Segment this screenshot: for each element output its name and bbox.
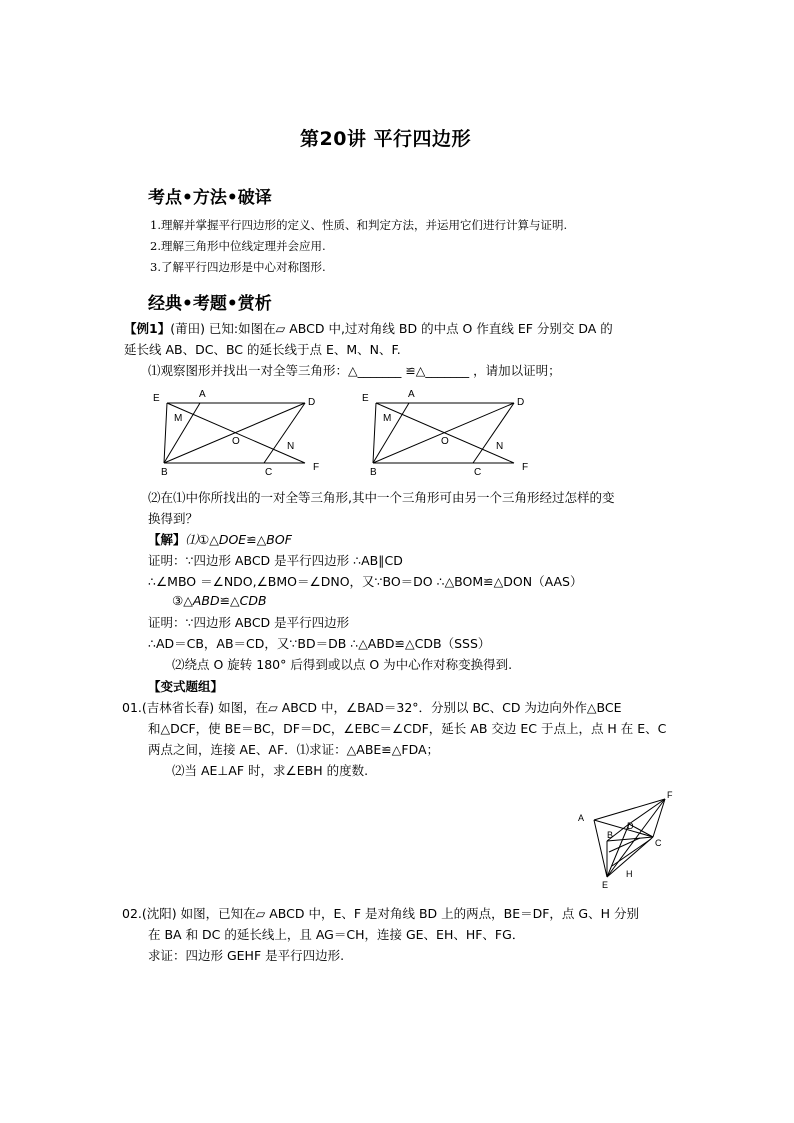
label-F: F: [667, 790, 673, 800]
solution-line-6: ∴AD＝CB，AB＝CD，又∵BD＝DB ∴△ABD≌△CDB（SSS）: [148, 636, 491, 651]
label-B: B: [161, 467, 168, 478]
label-F: F: [522, 462, 529, 473]
list-item: 3.了解平行四边形是中心对称图形.: [150, 260, 326, 274]
label-M: M: [174, 413, 183, 424]
label-B: B: [607, 830, 614, 840]
label-O: O: [441, 436, 449, 447]
problem-01-line-3: 两点之间，连接 AE、AF．⑴求证：△ABE≌△FDA；: [148, 742, 440, 757]
problem-02-line-3: 求证：四边形 GEHF 是平行四边形.: [148, 948, 345, 963]
label-C: C: [655, 838, 662, 848]
problem-01-line-2: 和△DCF，使 BE＝BC，DF＝DC，∠EBC＝∠CDF，延长 AB 交边 EC 于点上，点 H 在 E、C: [148, 721, 667, 736]
label-A: A: [578, 813, 585, 823]
label-F: F: [313, 462, 320, 473]
label-A: A: [199, 389, 206, 400]
problem-number: 01.: [122, 700, 142, 715]
label-D: D: [627, 821, 634, 831]
list-item: 1.理解并掌握平行四边形的定义、性质、和判定方法，并运用它们进行计算与证明.: [150, 218, 568, 232]
problem-text: (吉林省长春) 如图，在▱ ABCD 中，∠BAD＝32°．分别以 BC、CD 为边向外作△BCE: [141, 700, 622, 715]
solution-line-3: ∴∠MBO ＝∠NDO,∠BMO＝∠DNO，又∵BO＝DO ∴△BOM≌△DON（AAS）: [148, 574, 583, 589]
example-1-question-2-line-1: ⑵在⑴中你所找出的一对全等三角形,其中一个三角形可由另一个三角形经过怎样的变: [148, 490, 615, 505]
label-O: O: [232, 436, 240, 447]
label-B: B: [370, 467, 377, 478]
solution-line-4: ③△ABD≌△CDB: [172, 593, 267, 608]
section-heading-key-points: 考点•方法•破译: [148, 188, 272, 208]
label-C: C: [474, 467, 482, 478]
label-N: N: [496, 441, 504, 452]
parallelogram-figure-right: [354, 383, 554, 478]
label-E: E: [153, 393, 160, 404]
list-item: 2.理解三角形中位线定理并会应用.: [150, 239, 326, 253]
solution-line-7: ⑵绕点 O 旋转 180° 后得到或以点 O 为中心作对称变换得到.: [172, 657, 513, 672]
label-E: E: [362, 393, 369, 404]
section-heading-classic-problems: 经典•考题•赏析: [148, 294, 272, 314]
solution-text: ⑴①△DOE≌△BOF: [185, 532, 292, 547]
label-C: C: [265, 467, 273, 478]
problem-02-line-2: 在 BA 和 DC 的延长线上，且 AG＝CH，连接 GE、EH、HF、FG．: [148, 927, 525, 942]
solution-line-1: [148, 530, 292, 548]
label-H: H: [626, 869, 633, 879]
example-text: (莆田) 已知:如图在▱ ABCD 中,过对角线 BD 的中点 O 作直线 EF 分别交 DA 的: [170, 321, 613, 336]
problem-01-line-1: [122, 698, 622, 716]
variant-heading: 【变式题组】: [148, 679, 224, 694]
label-N: N: [287, 441, 295, 452]
solution-line-2: 证明：∵四边形 ABCD 是平行四边形 ∴AB∥CD: [148, 553, 403, 568]
example-label: 【例1】: [124, 321, 171, 336]
example-1-line-2: 延长线 AB、DC、BC 的延长线于点 E、M、N、F.: [124, 342, 401, 357]
problem-text: (沈阳) 如图，已知在▱ ABCD 中，E、F 是对角线 BD 上的两点，BE＝DF，点 G、H 分别: [141, 906, 639, 921]
example-1-question-1: ⑴观察图形并找出一对全等三角形：△_______ ≌△_______ ，请加以证明；: [148, 363, 561, 378]
example-1-question-2-line-2: 换得到？: [148, 511, 199, 526]
parallelogram-figure-left: [145, 383, 345, 478]
label-D: D: [517, 397, 525, 408]
problem-number: 02.: [122, 906, 142, 921]
label-A: A: [408, 389, 415, 400]
example-1-line-1: [124, 319, 613, 337]
label-E: E: [602, 880, 609, 890]
problem-01-line-4: ⑵当 AE⊥AF 时，求∠EBH 的度数.: [172, 763, 369, 778]
solution-line-5: 证明：∵四边形 ABCD 是平行四边形: [148, 615, 350, 630]
label-D: D: [308, 397, 316, 408]
label-M: M: [383, 413, 392, 424]
solution-label: 【解】: [148, 532, 186, 547]
page-title: 第20讲 平行四边形: [300, 128, 472, 150]
geometry-figure-problem-01: [570, 786, 685, 894]
problem-02-line-1: [122, 904, 639, 922]
